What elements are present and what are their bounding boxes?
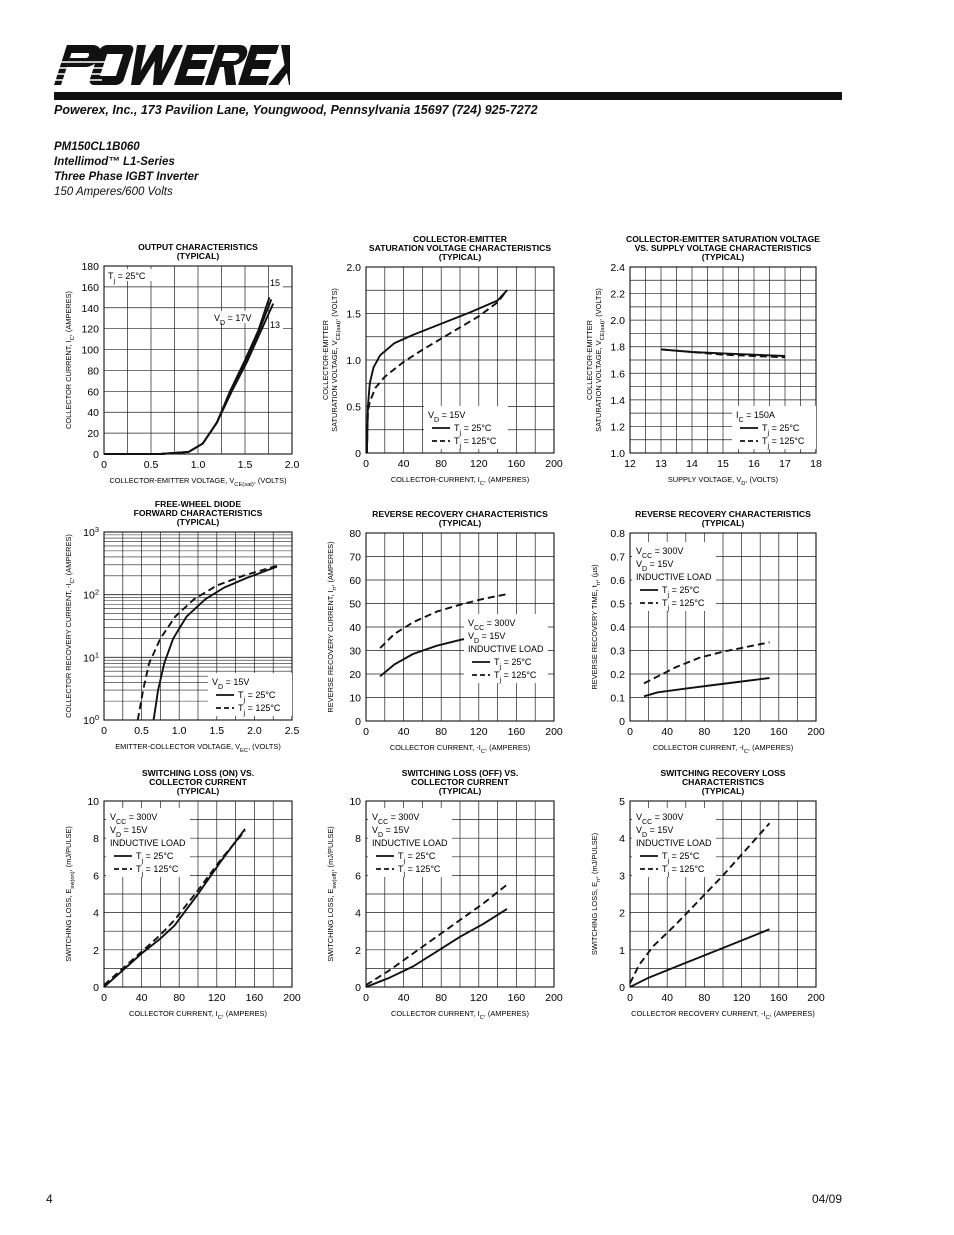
y-tick-exponent: 1 (94, 649, 99, 659)
legend-text: $V_D = 15V$ (636, 559, 674, 573)
y-tick-label: 3 (619, 870, 625, 883)
y-tick-label: 2.0 (610, 315, 625, 328)
legend-text: INDUCTIVE LOAD (636, 838, 712, 848)
annotation-vd-13v: 13 (270, 320, 281, 330)
y-tick-label: 60 (349, 575, 361, 587)
product-rating: 150 Amperes/600 Volts (54, 186, 173, 198)
x-tick-label: 200 (545, 992, 563, 1004)
x-tick-label: 40 (661, 992, 674, 1004)
legend-entry: $T_j = 125^\circ C$ (136, 864, 179, 878)
company-address: Powerex, Inc., 173 Pavilion Lane, Youngwood, Pennsylvania 15697 (724) 925-7272 (54, 103, 538, 117)
series-line (644, 678, 770, 696)
x-tick-label: 200 (545, 726, 563, 738)
x-tick-label: 2.5 (284, 725, 300, 737)
chart-title-line: VS. SUPPLY VOLTAGE CHARACTERISTICS (634, 243, 812, 253)
switching-recovery-loss-chart (584, 756, 840, 1020)
legend-entry: $T_j = 25^\circ C$ (662, 585, 700, 599)
output-characteristics-chart (60, 228, 310, 490)
x-tick-label: 1.5 (209, 725, 225, 737)
legend-entry: $T_j = 125^\circ C$ (494, 670, 537, 684)
x-axis-label: COLLECTOR-CURRENT, $I_C$, (AMPERES) (390, 475, 530, 487)
legend-entry: $T_j = 25^\circ C$ (454, 423, 492, 437)
legend-text: INDUCTIVE LOAD (110, 838, 186, 848)
y-tick-label: 140 (81, 302, 99, 315)
x-tick-label: 1.0 (190, 459, 206, 471)
reverse-recovery-current-chart (320, 496, 580, 754)
x-axis-label: COLLECTOR CURRENT, $I_C$, (AMPERES) (391, 1009, 529, 1021)
y-tick-label: 4 (93, 907, 99, 920)
chart-title-line: (TYPICAL) (438, 518, 482, 528)
x-tick-label: 0 (363, 992, 369, 1004)
x-tick-label: 200 (807, 726, 825, 738)
legend-entry: $T_j = 25^\circ C$ (136, 851, 174, 865)
y-tick-label: 0 (355, 716, 361, 728)
legend-text: $V_D = 15V$ (428, 410, 466, 424)
legend-text: $V_D = 15V$ (212, 677, 250, 691)
y-tick-label: 120 (81, 323, 99, 336)
chart-title-line: (TYPICAL) (176, 251, 220, 261)
y-tick-label: $10^0$ (83, 712, 99, 727)
y-axis-label: SATURATION VOLTAGE, $V_{CE(sat)}$, (VOLTS) (330, 288, 342, 432)
y-tick-label: 2 (355, 944, 361, 957)
x-tick-label: 120 (732, 726, 751, 738)
y-tick-label: 8 (355, 833, 361, 846)
y-tick-label: 0 (619, 716, 625, 728)
y-tick-label: $10^1$ (83, 649, 99, 665)
x-tick-label: 80 (698, 726, 711, 738)
chart-title-line: (TYPICAL) (701, 786, 745, 796)
x-axis-label: COLLECTOR CURRENT, $-I_C$, (AMPERES) (652, 743, 794, 755)
x-tick-label: 2.0 (284, 459, 300, 471)
y-tick-label: 2 (93, 944, 99, 957)
annotation-vd-15v: 15 (270, 278, 281, 288)
y-tick-label: 40 (87, 407, 99, 420)
x-tick-label: 160 (770, 726, 788, 738)
y-axis-label: COLLECTOR-EMITTER (585, 320, 594, 400)
chart-title-line: (TYPICAL) (701, 518, 745, 528)
y-tick-label: 6 (355, 870, 361, 883)
x-axis-label: EMITTER-COLLECTOR VOLTAGE, $V_{EC}$, (VOLTS) (115, 742, 281, 754)
y-tick-label: 8 (93, 833, 99, 846)
legend-text: $V_{CC} = 300V$ (636, 812, 684, 826)
y-tick-label: 0.7 (610, 551, 625, 564)
x-tick-label: 80 (435, 458, 448, 470)
y-tick-label: 2.4 (610, 262, 625, 274)
chart-title-line: (TYPICAL) (176, 517, 220, 527)
y-tick-label: 1.0 (346, 355, 361, 367)
y-tick-label: 0 (355, 982, 361, 994)
chart-title-line: SWITCHING RECOVERY LOSS (660, 768, 786, 778)
y-tick-label: 2.2 (610, 288, 625, 301)
x-tick-label: 200 (807, 992, 825, 1004)
y-tick-label: $10^2$ (83, 587, 99, 602)
series-name: Intellimod™ L1-Series (54, 156, 175, 168)
x-tick-label: 0 (101, 992, 107, 1004)
chart-title-line: OUTPUT CHARACTERISTICS (138, 242, 258, 252)
chart-title-line: (TYPICAL) (176, 786, 220, 796)
product-info (54, 140, 198, 200)
legend-entry: $T_j = 125^\circ C$ (454, 436, 497, 450)
x-tick-label: 40 (135, 992, 148, 1004)
x-tick-label: 0 (363, 458, 369, 470)
part-number: PM150CL1B060 (54, 141, 140, 153)
x-tick-label: 17 (779, 458, 791, 470)
y-tick-label: 160 (81, 281, 99, 294)
header-rule (54, 92, 842, 100)
x-tick-label: 40 (397, 992, 410, 1004)
x-tick-label: 80 (435, 726, 448, 738)
y-tick-label: 0.1 (610, 692, 625, 705)
x-tick-label: 40 (397, 458, 410, 470)
legend-entry: $T_j = 25^\circ C$ (762, 423, 800, 437)
chart-title-line: SATURATION VOLTAGE CHARACTERISTICS (368, 243, 552, 253)
x-axis-label: COLLECTOR-EMITTER VOLTAGE, $V_{CE(sat)}$, (VOLTS) (109, 476, 287, 488)
x-tick-label: 0 (101, 725, 107, 737)
x-tick-label: 160 (507, 992, 526, 1004)
y-tick-label: 80 (87, 365, 99, 378)
x-axis-label: SUPPLY VOLTAGE, $V_D$, (VOLTS) (667, 475, 779, 487)
y-tick-label: 0.2 (610, 669, 625, 681)
y-tick-label: 10 (349, 692, 361, 705)
y-tick-label: 5 (619, 796, 625, 808)
x-tick-label: 0 (627, 992, 633, 1004)
switching-loss-on-chart (60, 756, 310, 1020)
y-tick-label: 10 (349, 796, 361, 808)
y-axis-label: COLLECTOR CURRENT, $I_C$, (AMPERES) (64, 291, 76, 429)
x-tick-label: 40 (397, 726, 410, 738)
x-tick-label: 0.5 (134, 725, 149, 737)
y-tick-label: 20 (349, 669, 361, 681)
y-tick-label: $10^3$ (83, 524, 99, 539)
legend-text: $V_D = 15V$ (468, 631, 506, 645)
x-tick-label: 80 (173, 992, 186, 1004)
x-tick-label: 120 (208, 992, 226, 1004)
legend-text: $V_{CC} = 300V$ (468, 618, 516, 632)
legend-text: INDUCTIVE LOAD (372, 838, 448, 848)
y-tick-label: 1.8 (610, 341, 625, 354)
legend-entry: $T_j = 125^\circ C$ (238, 703, 281, 717)
chart-title-line: (TYPICAL) (438, 252, 482, 262)
y-tick-label: 60 (87, 386, 99, 399)
x-tick-label: 160 (245, 992, 264, 1004)
chart-title-line: CHARACTERISTICS (681, 777, 765, 787)
chart-title-line: COLLECTOR-EMITTER SATURATION VOLTAGE (626, 234, 820, 244)
y-tick-label: 0.6 (610, 575, 625, 587)
legend-text: INDUCTIVE LOAD (468, 644, 544, 654)
x-tick-label: 15 (717, 458, 729, 470)
series-line (366, 909, 507, 987)
legend-entry: $T_j = 125^\circ C$ (762, 436, 805, 450)
y-tick-label: 0.8 (610, 528, 625, 540)
y-tick-label: 180 (81, 261, 99, 273)
x-tick-label: 18 (810, 458, 822, 470)
powerex-logo (54, 42, 290, 88)
y-tick-label: 0 (619, 982, 625, 994)
x-tick-label: 0 (627, 726, 633, 738)
y-tick-label: 0.3 (610, 645, 625, 658)
legend-entry: $T_j = 25^\circ C$ (238, 690, 276, 704)
y-axis-label: COLLECTOR-EMITTER (321, 320, 330, 400)
legend-text: INDUCTIVE LOAD (636, 572, 712, 582)
x-tick-label: 0.5 (143, 459, 159, 471)
x-axis-label: COLLECTOR CURRENT, $I_C$, (AMPERES) (129, 1009, 267, 1021)
y-axis-label: SWITCHING LOSS, $E_{sw(off)}$, (mJ/PULSE) (326, 826, 338, 962)
vce-sat-vs-ic-chart (320, 222, 580, 490)
y-tick-label: 0.5 (610, 598, 625, 611)
y-axis-label: SWITCHING LOSS, $E_{rr}$, (mJ/PULSE) (590, 832, 602, 956)
y-axis-label: SWITCHING LOSS, $E_{sw(on)}$, (mJ/PULSE) (64, 826, 76, 962)
y-axis-label: COLLECTOR RECOVERY CURRENT, $-I_C$, (AMPERES) (64, 534, 76, 718)
series-line (630, 929, 770, 987)
x-tick-label: 80 (698, 992, 711, 1004)
reverse-recovery-time-chart (584, 496, 840, 754)
x-tick-label: 120 (470, 458, 488, 470)
series-line (366, 885, 507, 985)
chart-title-line: FREE-WHEEL DIODE (154, 499, 242, 509)
y-tick-label: 1 (619, 944, 625, 957)
switching-loss-off-chart (320, 756, 580, 1020)
legend-entry: $T_j = 125^\circ C$ (398, 864, 441, 878)
y-tick-label: 0 (93, 982, 99, 994)
x-axis-label: COLLECTOR CURRENT, $-I_C$, (AMPERES) (389, 743, 531, 755)
y-tick-exponent: 2 (94, 587, 99, 597)
x-tick-label: 1.0 (171, 725, 187, 737)
y-tick-label: 20 (87, 428, 99, 441)
product-description: Three Phase IGBT Inverter (54, 171, 199, 183)
y-axis-label: REVERSE RECOVERY CURRENT, $I_{rr}$, (AMPERES) (326, 541, 338, 713)
legend-text: $V_D = 15V$ (372, 825, 410, 839)
y-tick-label: 10 (87, 796, 99, 808)
x-tick-label: 120 (732, 992, 751, 1004)
y-axis-label: REVERSE RECOVERY TIME, $t_{rr}$, (µs) (590, 564, 602, 690)
chart-title-line: SWITCHING LOSS (OFF) VS. (401, 768, 519, 778)
y-tick-label: 0 (93, 449, 99, 461)
legend-entry: $T_j = 25^\circ C$ (662, 851, 700, 865)
chart-title-line: REVERSE RECOVERY CHARACTERISTICS (372, 509, 548, 519)
vce-sat-vs-vd-chart (584, 222, 840, 490)
x-tick-label: 200 (283, 992, 301, 1004)
y-tick-label: 40 (349, 622, 361, 634)
y-axis-label: SATURATION VOLTAGE, $V_{CE(sat)}$, (VOLTS) (594, 288, 606, 432)
x-tick-label: 200 (545, 458, 563, 470)
y-tick-label: 1.6 (610, 368, 625, 381)
y-tick-label: 0 (355, 448, 361, 460)
y-tick-label: 50 (349, 598, 361, 611)
y-tick-label: 80 (349, 528, 361, 540)
y-tick-label: 30 (349, 645, 361, 658)
x-tick-label: 40 (661, 726, 674, 738)
y-tick-label: 0.5 (346, 401, 361, 414)
chart-title-line: (TYPICAL) (438, 786, 482, 796)
chart-title-line: COLLECTOR CURRENT (149, 777, 247, 787)
chart-title-line: (TYPICAL) (701, 252, 745, 262)
x-tick-label: 2.0 (247, 725, 262, 737)
legend-entry: $T_j = 25^\circ C$ (398, 851, 436, 865)
revision-date: 04/09 (812, 1192, 843, 1206)
x-tick-label: 16 (748, 458, 760, 470)
y-tick-label: 2.0 (346, 262, 361, 274)
annotation-temperature: $T_j = 25^\circ C$ (108, 271, 146, 285)
y-tick-label: 1.4 (610, 394, 625, 407)
legend-text: $I_C = 150A$ (736, 410, 775, 424)
legend-text: $V_{CC} = 300V$ (372, 812, 420, 826)
chart-title-line: REVERSE RECOVERY CHARACTERISTICS (635, 509, 811, 519)
y-tick-label: 6 (93, 870, 99, 883)
x-tick-label: 1.5 (237, 459, 253, 471)
legend-text: $V_D = 15V$ (636, 825, 674, 839)
legend-entry: $T_j = 25^\circ C$ (494, 657, 532, 671)
y-tick-label: 0.4 (610, 622, 625, 634)
x-tick-label: 12 (624, 458, 636, 470)
legend-entry: $T_j = 125^\circ C$ (662, 598, 705, 612)
annotation-vd-17v: $V_D = 17V$ (214, 313, 252, 327)
x-axis-label: COLLECTOR RECOVERY CURRENT, $-I_C$, (AMPERES) (631, 1009, 815, 1021)
page-number: 4 (46, 1192, 53, 1206)
y-tick-exponent: 0 (94, 712, 99, 722)
y-tick-label: 2 (619, 907, 625, 920)
y-tick-label: 1.2 (610, 421, 625, 434)
x-tick-label: 80 (435, 992, 448, 1004)
y-tick-label: 1.0 (610, 448, 625, 460)
y-tick-label: 1.5 (346, 308, 361, 321)
x-tick-label: 0 (363, 726, 369, 738)
series-line (104, 304, 273, 454)
y-tick-exponent: 3 (94, 524, 99, 534)
x-tick-label: 160 (770, 992, 788, 1004)
y-tick-label: 100 (81, 344, 99, 357)
x-tick-label: 160 (507, 726, 526, 738)
chart-title-line: COLLECTOR CURRENT (411, 777, 509, 787)
x-tick-label: 0 (101, 459, 107, 471)
y-tick-label: 4 (619, 833, 625, 846)
y-tick-label: 70 (349, 551, 361, 564)
x-tick-label: 14 (686, 458, 698, 470)
y-tick-label: 4 (355, 907, 361, 920)
free-wheel-diode-chart (60, 492, 310, 754)
legend-entry: $T_j = 125^\circ C$ (662, 864, 705, 878)
legend-text: $V_D = 15V$ (110, 825, 148, 839)
chart-title-line: COLLECTOR-EMITTER (413, 234, 507, 244)
x-tick-label: 13 (655, 458, 667, 470)
chart-title-line: SWITCHING LOSS (ON) VS. (141, 768, 255, 778)
legend-text: $V_{CC} = 300V$ (636, 546, 684, 560)
x-tick-label: 120 (470, 992, 488, 1004)
series-line (644, 642, 770, 683)
x-tick-label: 120 (470, 726, 488, 738)
chart-title-line: FORWARD CHARACTERISTICS (133, 508, 263, 518)
legend-text: $V_{CC} = 300V$ (110, 812, 158, 826)
x-tick-label: 160 (507, 458, 526, 470)
